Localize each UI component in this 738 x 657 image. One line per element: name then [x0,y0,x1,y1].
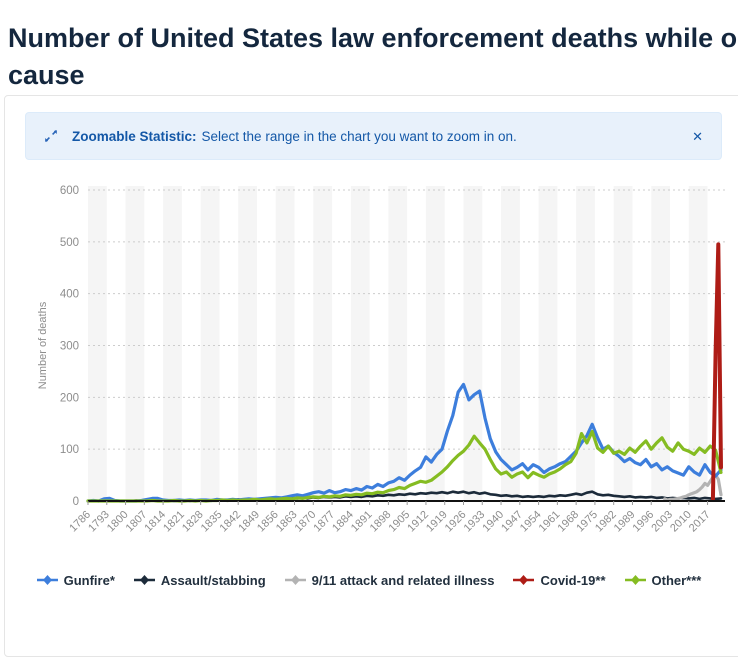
x-tick-label: 1842 [217,508,244,535]
plot-band [388,186,407,501]
legend-item[interactable] [37,573,115,588]
page-title [8,20,738,94]
plot-band [126,186,145,501]
x-tick-label: 2010 [668,508,694,535]
x-tick-label: 1793 [86,508,112,535]
x-tick-label: 1912 [405,508,432,535]
line-chart[interactable] [0,168,738,566]
x-tick-label: 1856 [255,508,281,535]
plot-band [501,186,520,501]
x-tick-label: 1898 [367,508,394,535]
x-tick-label: 1982 [593,508,619,535]
x-tick-label: 1905 [386,508,413,535]
x-tick-label: 1968 [555,508,582,535]
banner-close-button[interactable]: ✕ [692,128,703,144]
y-tick-label: 100 [59,444,79,457]
plot-band [201,186,220,501]
chart-canvas[interactable] [0,168,738,566]
x-tick-label: 1947 [499,508,525,535]
legend-marker-icon [285,575,306,585]
y-tick-label: 400 [59,288,79,301]
plot-band [539,186,558,501]
zoomable-statistic-banner [25,112,722,160]
x-tick-label: 1996 [630,508,657,535]
x-tick-label: 1821 [161,508,187,535]
x-tick-label: 1954 [517,508,544,535]
plot-band [88,186,107,501]
plot-band [313,186,332,501]
legend-label: 9/11 attack and related illness [311,572,495,588]
zoom-expand-icon [44,129,58,143]
x-tick-label: 1814 [142,508,169,535]
legend-marker-icon [37,575,58,585]
y-axis-title: Number of deaths [37,301,49,390]
x-tick-label: 1926 [442,508,469,535]
legend-item[interactable] [285,573,495,588]
y-tick-label: 500 [59,236,79,249]
y-tick-label: 0 [72,496,79,508]
y-tick-label: 300 [59,340,79,353]
legend-item[interactable] [513,573,605,588]
x-tick-label: 1849 [236,508,263,535]
legend-label: Other*** [651,572,702,588]
legend-marker-icon [625,575,646,585]
plot-band [238,186,257,501]
x-tick-label: 1800 [104,508,131,535]
x-tick-label: 1786 [67,508,94,535]
legend-item[interactable] [625,573,702,588]
x-tick-label: 1877 [311,508,338,535]
page-title-line1: Number of United States law enforcement deaths while o [8,23,738,54]
banner-bold-label: Zoomable Statistic: [72,128,197,144]
x-tick-label: 1975 [574,508,601,535]
x-tick-label: 1835 [198,508,225,535]
x-tick-label: 1961 [536,508,563,535]
plot-band [351,186,370,501]
page-title-line2: cause [8,60,85,91]
legend-label: Gunfire* [63,572,115,588]
x-tick-label: 1884 [330,508,356,535]
x-tick-label: 1807 [123,508,150,535]
legend-label: Covid-19** [540,572,606,588]
y-tick-label: 600 [59,185,79,197]
x-tick-label: 1919 [424,508,450,535]
x-tick-label: 1940 [480,508,507,535]
plot-band [163,186,182,501]
plot-band [651,186,670,501]
x-tick-label: 1933 [461,508,488,535]
plot-band [276,186,295,501]
y-tick-label: 200 [59,392,79,405]
legend-label: Assault/stabbing [160,572,266,588]
legend-marker-icon [134,575,155,585]
legend-item[interactable] [134,573,266,588]
x-tick-label: 2017 [686,508,713,535]
banner-message: Select the range in the chart you want to zoom in on. [201,128,517,144]
chart-legend [0,567,738,593]
x-tick-label: 1863 [273,508,300,535]
x-tick-label: 2003 [649,508,676,535]
plot-band [576,186,595,501]
x-tick-label: 1891 [348,508,375,535]
x-tick-label: 1828 [179,508,206,535]
plot-band [463,186,482,501]
x-tick-label: 1989 [611,508,638,535]
legend-marker-icon [513,575,534,585]
x-tick-label: 1870 [292,508,319,535]
